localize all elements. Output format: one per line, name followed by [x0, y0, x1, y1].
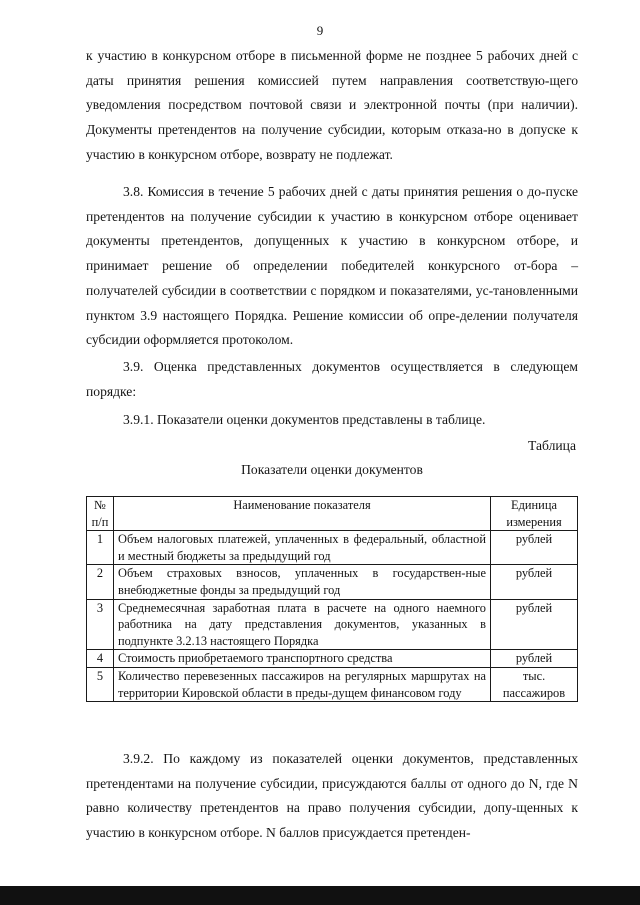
row-name: Объем налоговых платежей, уплаченных в федеральный, областной и местный бюджеты за предыдущий год	[114, 531, 491, 565]
row-number: 1	[87, 531, 114, 565]
row-unit: рублей	[491, 650, 578, 668]
header-unit: Единица измерения	[491, 497, 578, 531]
table-row	[87, 599, 578, 650]
row-name: Стоимость приобретаемого транспортного средства	[114, 650, 491, 668]
row-name: Среднемесячная заработная плата в расчете на одного наемного работника на дату представления документов, указанных в подпункте 3.2.13 настоящего Порядка	[114, 599, 491, 650]
paragraph-continuation: к участию в конкурсном отборе в письменной форме не позднее 5 рабочих дней с даты принятия решения комиссией путем направления соответствую-щего уведомления посредством почтовой связи и электронной почты (при наличии). Документы претендентов на получение субсидии, которым отказа-но в допуске к участию в конкурсном отборе, возврату не подлежат.	[86, 48, 578, 162]
header-name: Наименование показателя	[114, 497, 491, 531]
paragraph-3-9-1: 3.9.1. Показатели оценки документов представлены в таблице.	[123, 412, 486, 427]
row-number: 5	[87, 667, 114, 701]
table-row	[87, 531, 578, 565]
table-row	[87, 565, 578, 599]
row-unit: тыс. пассажиров	[491, 667, 578, 701]
scan-edge-bar	[0, 886, 640, 905]
paragraph-3-9-2: 3.9.2. По каждому из показателей оценки документов, представленных претендентами на получение субсидии, присуждаются баллы от одного до N, где N равно количеству претендентов на право получения субсидии, допу-щенных к участию в конкурсном отборе. N баллов присуждается претенден-	[86, 751, 578, 841]
row-number: 3	[87, 599, 114, 650]
paragraph-3-8: 3.8. Комиссия в течение 5 рабочих дней с даты принятия решения о до-пуске претендентов на получение субсидии к участию в конкурсном отборе оценивает документы претендентов, допущенных к участию в конкурсном отборе, и принимает решение об определении победителей конкурсного от-бора – получателей субсидии в соответствии с порядком и показателями, ус-тановленными пунктом 3.9 настоящего Порядка. Решение комиссии об опре-делении получателя субсидии оформляется протоколом.	[86, 184, 578, 348]
table-label: Таблица	[528, 438, 576, 453]
header-number: № п/п	[87, 497, 114, 531]
paragraph-3-9: 3.9. Оценка представленных документов осуществляется в следующем порядке:	[86, 359, 578, 399]
row-unit: рублей	[491, 531, 578, 565]
criteria-table	[86, 496, 578, 702]
row-number: 4	[87, 650, 114, 668]
row-name: Объем страховых взносов, уплаченных в государствен-ные внебюджетные фонды за предыдущий год	[114, 565, 491, 599]
table-caption: Показатели оценки документов	[241, 462, 423, 477]
row-unit: рублей	[491, 565, 578, 599]
table-row	[87, 650, 578, 668]
page-number: 9	[316, 23, 324, 38]
table-row	[87, 667, 578, 701]
table-header-row	[87, 497, 578, 531]
row-number: 2	[87, 565, 114, 599]
row-unit: рублей	[491, 599, 578, 650]
row-name: Количество перевезенных пассажиров на регулярных маршрутах на территории Кировской области в преды-дущем финансовом году	[114, 667, 491, 701]
